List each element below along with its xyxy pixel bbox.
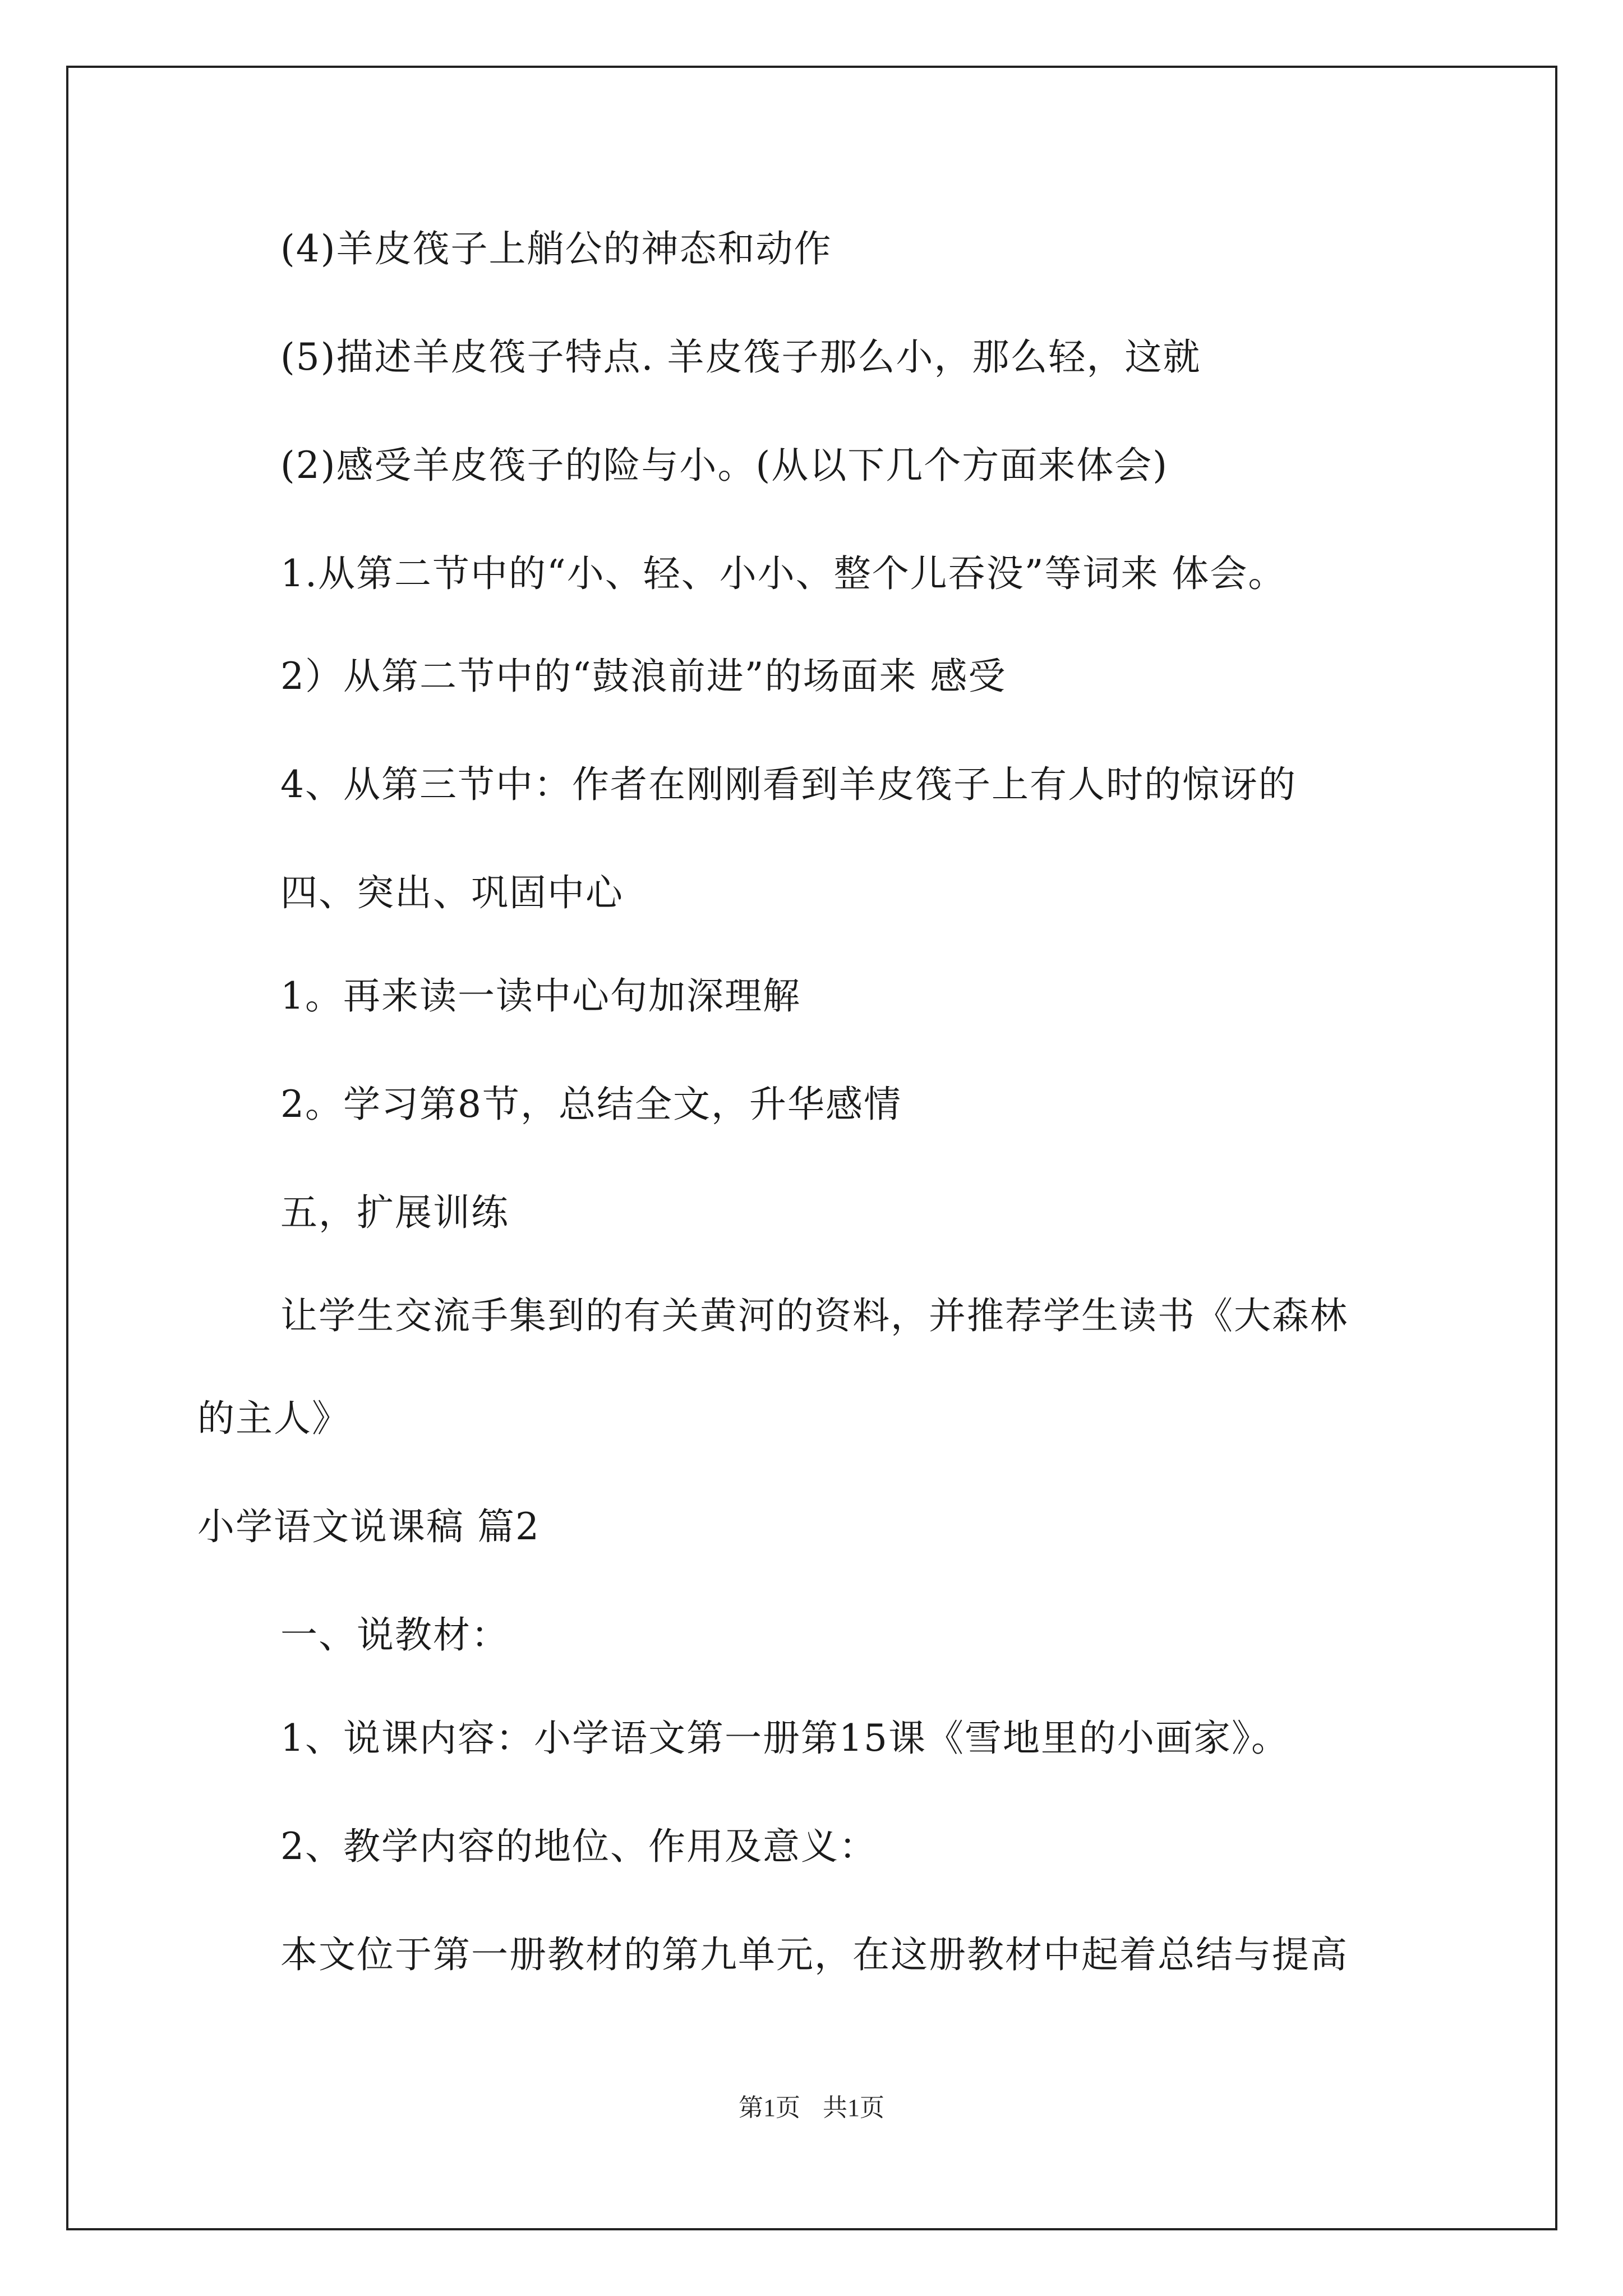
page-border	[66, 66, 1557, 2230]
section-heading-5: 五，扩展训练	[280, 1191, 509, 1234]
body-line-4: 1.从第二节中的“小、轻、小小、整个儿吞没”等词来 体会。	[280, 552, 1287, 595]
body-line-2: (5)描述羊皮筏子特点. 羊皮筏子那么小，那么轻，这就	[280, 335, 1201, 379]
page-footer	[0, 2091, 1623, 2125]
body-line-11: 让学生交流手集到的有关黄河的资料，并推荐学生读书《大森林	[280, 1294, 1348, 1337]
body-line-8: 1。再来读一读中心句加深理解	[280, 974, 801, 1018]
body-line-15: 1、说课内容：小学语文第一册第15课《雪地里的小画家》。	[280, 1717, 1289, 1760]
body-line-1: (4)羊皮筏子上艄公的神态和动作	[280, 227, 832, 270]
body-line-3: (2)感受羊皮筏子的险与小。(从以下几个方面来体会)	[280, 444, 1168, 487]
section-heading-1: 一、说教材：	[280, 1613, 509, 1657]
body-line-12: 的主人》	[197, 1397, 350, 1440]
body-line-6: 4、从第三节中：作者在刚刚看到羊皮筏子上有人时的惊讶的	[280, 763, 1297, 806]
body-line-16: 2、教学内容的地位、作用及意义：	[280, 1825, 877, 1868]
article-title: 小学语文说课稿 篇2	[197, 1505, 540, 1548]
body-line-9: 2。学习第8节，总结全文，升华感情	[280, 1083, 902, 1126]
page-number: 第1页	[739, 2094, 800, 2122]
body-line-17: 本文位于第一册教材的第九单元，在这册教材中起着总结与提高	[280, 1933, 1348, 1976]
section-heading-4: 四、突出、巩固中心	[280, 871, 624, 914]
page-total: 共1页	[823, 2094, 884, 2122]
body-line-5: 2）从第二节中的“鼓浪前进”的场面来 感受	[280, 655, 1007, 698]
